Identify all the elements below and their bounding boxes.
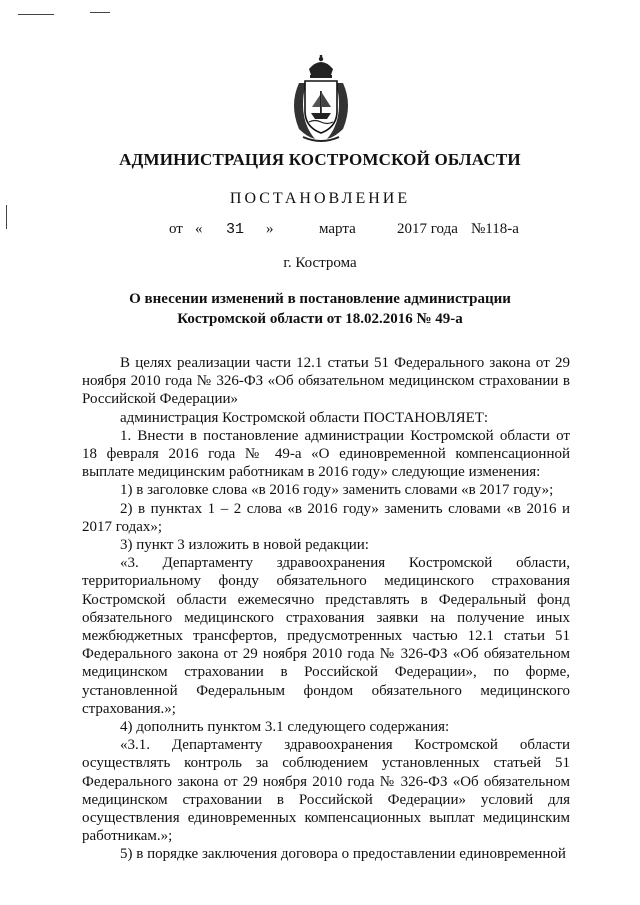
- city: г. Кострома: [283, 255, 357, 271]
- date-prefix: от: [169, 221, 183, 237]
- paragraph: 5) в порядке заключения договора о предоставлении единовременной: [120, 846, 566, 863]
- document-body: [82, 354, 570, 864]
- date-open-quote: «: [195, 221, 203, 237]
- date-close-quote: »: [266, 221, 274, 237]
- paragraph: В целях реализации части 12.1 статьи 51 Федерального закона от 29 ноября 2010 года № 326-ФЗ «Об обязательном медицинском страховании в Российской Федерации»: [82, 355, 570, 408]
- scan-mark-top: [18, 14, 54, 15]
- date-month: марта: [319, 221, 356, 237]
- document-number: №118-а: [471, 221, 519, 237]
- title-line: Костромской области от 18.02.2016 № 49-а: [177, 311, 463, 327]
- date-year: 2017 года: [397, 221, 458, 237]
- organization-name: АДМИНИСТРАЦИЯ КОСТРОМСКОЙ ОБЛАСТИ: [119, 150, 521, 169]
- document-type: ПОСТАНОВЛЕНИЕ: [229, 190, 411, 207]
- paragraph: 4) дополнить пунктом 3.1 следующего содержания:: [120, 719, 450, 736]
- paragraph: «3.1. Департаменту здравоохранения Костромской области осуществлять контроль за соблюдением установленных статьей 51 Федерального закона от 29 ноября 2010 года № 326-ФЗ «Об обязательном медицинском страховании в Российской Федерации» условий для осуществления единовременных компенсационных выплат медицинским работникам.»;: [82, 737, 570, 845]
- coat-of-arms-emblem: [285, 55, 357, 145]
- scan-mark-left: [6, 205, 7, 229]
- title-line: О внесении изменений в постановление администрации: [129, 291, 511, 307]
- paragraph: 1. Внести в постановление администрации Костромской области от 18 февраля 2016 года № 49-а «О единовременной компенсационной выплате медицинским работникам в 2016 году» следующие изменения:: [82, 427, 570, 481]
- paragraph: 2) в пунктах 1 – 2 слова «в 2016 году» заменить словами «в 2016 и 2017 годах»;: [82, 500, 570, 535]
- paragraph: администрация Костромской области ПОСТАНОВЛЯЕТ:: [120, 409, 489, 426]
- paragraph: «3. Департаменту здравоохранения Костромской области, территориальному фонду обязательного медицинского страхования Костромской области ежемесячно представлять в Федеральный фонд обязательного медицинского страхования заявки на получение иных межбюджетных трансфертов, предусмотренных частью 12.1 статьи 51 Федерального закона от 29 ноября 2010 года № 326-ФЗ «Об обязательном медицинском страховании в Российской Федерации», по форме, установленной Федеральным фондом обязательного медицинского страхования.»;: [82, 555, 570, 717]
- scan-mark-top: [90, 12, 110, 13]
- paragraph: 3) пункт 3 изложить в новой редакции:: [120, 537, 369, 554]
- document-title: [0, 289, 640, 329]
- date-day: 31: [226, 221, 245, 238]
- paragraph: 1) в заголовке слова «в 2016 году» заменить словами «в 2017 году»;: [120, 482, 554, 499]
